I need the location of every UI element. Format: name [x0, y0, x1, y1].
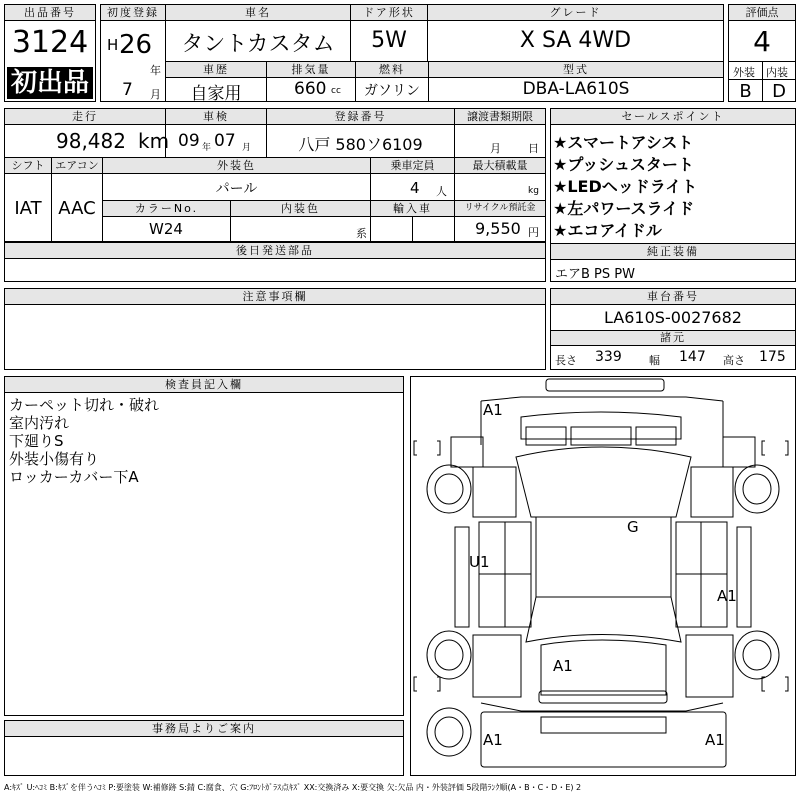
shift-label: シフト [5, 158, 51, 174]
later-parts-box [4, 242, 546, 282]
mark-bottom-right-a1: A1 [705, 731, 725, 749]
history-label: 車歴 [166, 62, 266, 78]
first-listing-badge: 初出品 [7, 67, 93, 99]
aircon-label: エアコン [52, 158, 102, 174]
lot-number-box [4, 4, 96, 102]
mark-rear-a1: A1 [553, 657, 573, 675]
inspection-year-unit: 年 [202, 143, 212, 153]
capacity-label: 乗車定員 [371, 158, 454, 174]
shift: IAT [14, 198, 42, 219]
transfer-deadline-label: 譲渡書類期限 [455, 109, 545, 125]
score-value: 4 [753, 25, 771, 58]
max-load-unit: kg [528, 186, 539, 196]
registration-label: 登録番号 [267, 109, 454, 125]
damage-diagram [410, 376, 796, 776]
inspector-line-5: ロッカーカバー下A [9, 468, 139, 486]
fuel-label: 燃料 [356, 62, 428, 78]
max-load-label: 最大積載量 [455, 158, 545, 174]
interior-color-label: 内装色 [231, 201, 370, 217]
sales-point-5: ★エコアイドル [553, 221, 662, 240]
car-outline [411, 377, 795, 775]
color-no-label: カラーNo. [103, 201, 230, 217]
mark-glass-g: G [627, 518, 639, 536]
lot-number: 3124 [11, 25, 89, 60]
chassis-box [550, 288, 796, 370]
mileage: 98,482 [56, 129, 126, 153]
recycle-label: リサイクル預託金 [455, 201, 545, 217]
width-label: 幅 [649, 354, 660, 367]
height-label: 高さ [723, 354, 745, 367]
sales-point-1: ★スマートアシスト [553, 133, 694, 152]
score-label: 評価点 [729, 5, 795, 21]
mileage-unit: km [138, 129, 170, 153]
chassis-number: LA610S-0027682 [604, 308, 742, 327]
later-parts-label: 後日発送部品 [5, 243, 545, 259]
displacement-unit: cc [331, 86, 341, 96]
office-box [4, 720, 404, 776]
first-reg-month: 7 [122, 80, 133, 100]
chassis-label: 車台番号 [551, 289, 795, 305]
inspector-line-4: 外装小傷有り [9, 450, 100, 468]
sales-points-box [550, 108, 796, 282]
inspection-year: 09 [178, 131, 200, 151]
door-type: 5W [371, 28, 407, 53]
specs-label: 諸元 [551, 331, 795, 346]
displacement: 660 [294, 79, 327, 99]
notes-label: 注意事項欄 [5, 289, 545, 305]
exterior-color: パール [215, 181, 258, 197]
inspector-box [4, 376, 404, 716]
inspector-line-2: 室内汚れ [9, 414, 70, 432]
inspector-label: 検査員記入欄 [5, 377, 403, 393]
score-box [728, 4, 796, 102]
first-reg-era: H [107, 36, 119, 54]
import-label: 輸入車 [371, 201, 454, 217]
height-value: 175 [759, 349, 786, 365]
recycle-unit: 円 [528, 226, 539, 239]
genuine-equipment-label: 純正装備 [551, 244, 795, 260]
exterior-color-label: 外装色 [103, 158, 370, 174]
interior-score: D [772, 81, 786, 102]
grade-label: グレード [428, 5, 723, 21]
first-reg-label: 初度登録 [101, 5, 165, 21]
history: 自家用 [190, 84, 242, 104]
color-no: W24 [149, 220, 183, 238]
sales-point-2: ★プッシュスタート [553, 155, 694, 174]
registration-number: 八戸 580ソ6109 [298, 135, 423, 154]
mark-bottom-left-a1: A1 [483, 731, 503, 749]
exterior-score: B [739, 81, 752, 102]
sales-point-4: ★左パワースライド [553, 199, 695, 218]
width-value: 147 [679, 349, 706, 365]
car-name-label: 車名 [166, 5, 350, 21]
mileage-label: 走行 [5, 109, 165, 125]
exterior-label: 外装 [733, 66, 755, 79]
first-reg-year-unit: 年 [150, 64, 161, 77]
displacement-label: 排気量 [267, 62, 355, 78]
inspection-month: 07 [214, 131, 236, 151]
grade: X SA 4WD [519, 28, 632, 53]
inspection-label: 車検 [166, 109, 266, 125]
fuel: ガソリン [364, 83, 420, 99]
genuine-equipment: エアB PS PW [555, 267, 635, 282]
model-code-label: 型式 [429, 62, 723, 78]
car-name: タントカスタム [181, 32, 335, 57]
mark-left-u1: U1 [469, 553, 490, 571]
aircon: AAC [58, 198, 96, 219]
length-label: 長さ [555, 354, 577, 367]
interior-color-unit: 系 [356, 227, 367, 240]
mark-right-a1: A1 [717, 587, 737, 605]
length-value: 339 [595, 349, 622, 365]
door-label: ドア形状 [351, 5, 427, 21]
model-code: DBA-LA610S [522, 79, 630, 99]
lot-number-label: 出品番号 [5, 5, 95, 21]
inspection-month-unit: 月 [242, 143, 252, 153]
capacity-unit: 人 [436, 185, 447, 198]
interior-label: 内装 [766, 66, 788, 79]
sales-points-label: セールスポイント [551, 109, 795, 125]
notes-box [4, 288, 546, 370]
mark-front-a1: A1 [483, 401, 503, 419]
sales-point-3: ★LEDヘッドライト [553, 177, 698, 196]
office-label: 事務局よりご案内 [5, 721, 403, 737]
first-reg-month-unit: 月 [150, 88, 161, 101]
inspector-line-1: カーペット切れ・破れ [9, 396, 160, 414]
capacity: 4 [410, 179, 420, 197]
transfer-day-unit: 日 [528, 142, 539, 155]
legend: A:ｷｽﾞ U:ﾍｺﾐ B:ｷｽﾞを伴うﾍｺﾐ P:要塗装 W:補修跡 S:錆 C:腐食、穴 G:ﾌﾛﾝﾄｶﾞﾗｽ点ｷｽﾞ XX:交換済み X:要交換 欠:欠品 内・外装評価 5段階ﾗﾝｸ順(A・B・C・D・E) 2 [4, 783, 582, 792]
inspector-line-3: 下廻りS [9, 432, 64, 450]
transfer-month-unit: 月 [490, 142, 501, 155]
recycle-fee: 9,550 [475, 219, 521, 238]
first-reg-year: 26 [119, 30, 153, 60]
